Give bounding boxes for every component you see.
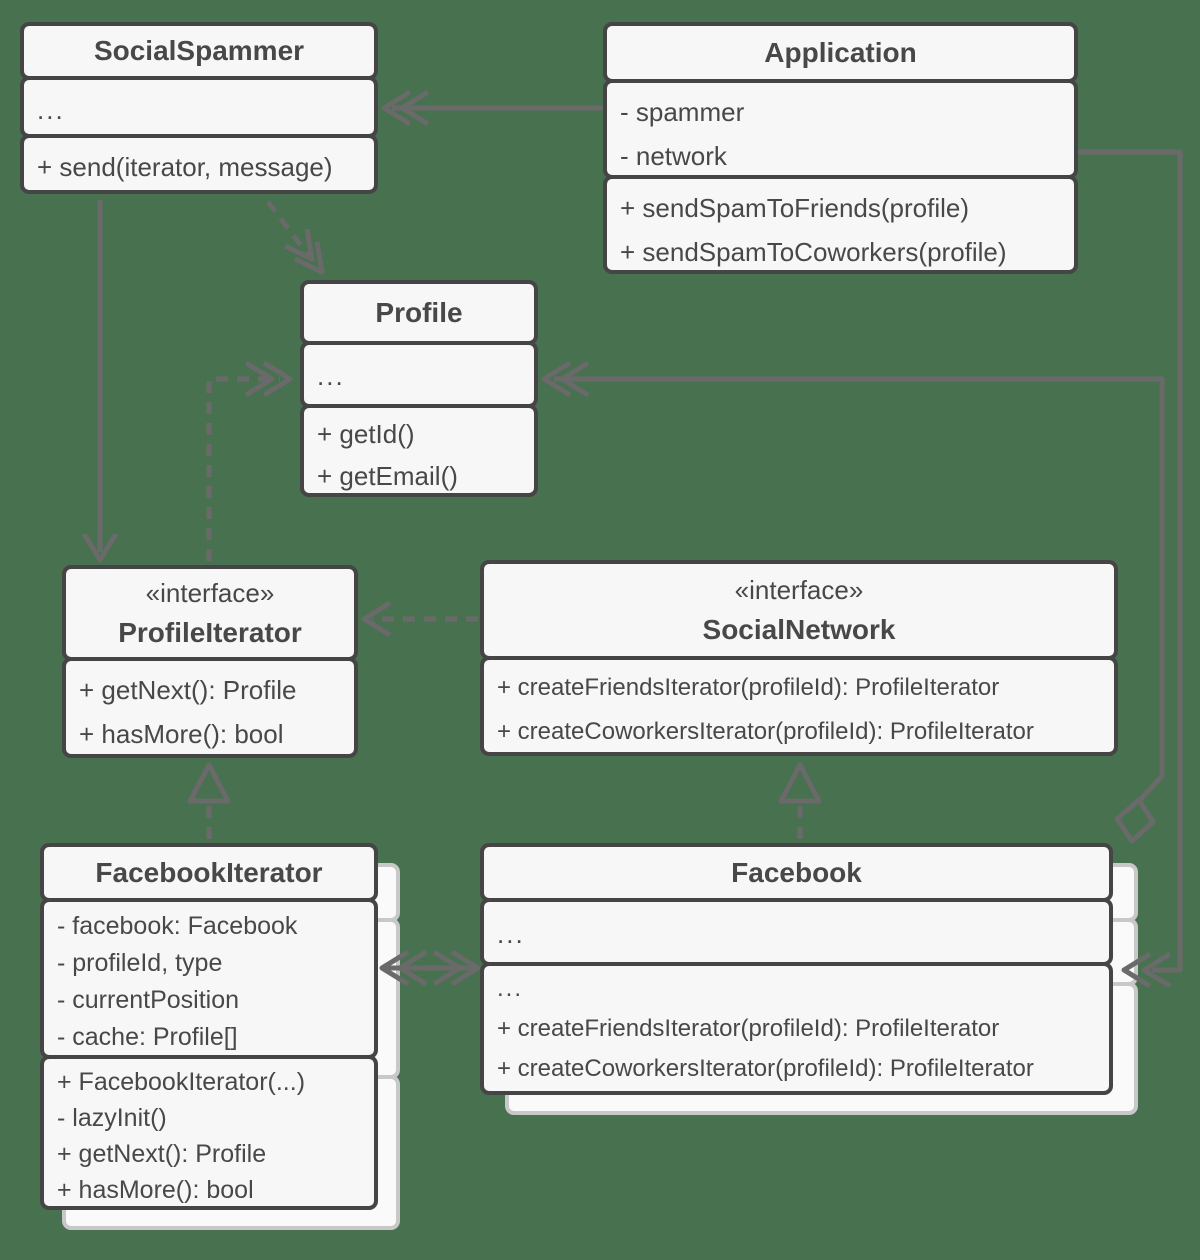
class-attributes-section [300, 341, 538, 408]
class-box-socialspammer [20, 22, 378, 194]
class-title [480, 843, 1113, 902]
class-title-text: Application [764, 36, 917, 68]
association-application-to-socialspammer [384, 92, 603, 124]
method-line: + createFriendsIterator(profileId): ProfileIterator [497, 1015, 1000, 1042]
method-line: + hasMore(): bool [79, 719, 284, 749]
class-methods-section [62, 657, 358, 758]
class-title [300, 280, 538, 345]
class-title [603, 22, 1078, 83]
aggregation-diamond-icon [1117, 800, 1153, 841]
interface-header [480, 560, 1118, 660]
class-box-facebook [480, 843, 1113, 1095]
interface-stereotype: «interface» [734, 575, 864, 605]
class-box-application [603, 22, 1078, 274]
class-attributes-section [20, 76, 378, 138]
method-line: ... [497, 975, 524, 1002]
realization-triangle-icon [781, 765, 819, 801]
attribute-line: ... [317, 361, 345, 391]
method-line: + sendSpamToFriends(profile) [620, 193, 969, 223]
realization-triangle-icon [190, 765, 228, 801]
method-line: + sendSpamToCoworkers(profile) [620, 237, 1007, 267]
method-line: + getEmail() [317, 461, 458, 491]
method-line: + hasMore(): bool [57, 1176, 254, 1204]
method-line: - lazyInit() [57, 1104, 167, 1132]
attribute-line: - network [620, 141, 727, 171]
class-title-text: Profile [375, 296, 463, 328]
attribute-line: - spammer [620, 97, 745, 127]
realization-facebook-to-socialnetwork [781, 765, 819, 841]
realization-facebookiterator-to-profileiterator [190, 765, 228, 841]
class-title-text: SocialSpammer [93, 35, 305, 66]
interface-box-profileiterator [62, 565, 358, 758]
dependency-socialnetwork-to-profileiterator [364, 603, 478, 635]
interface-box-socialnetwork [480, 560, 1118, 756]
attribute-line: - currentPosition [57, 986, 240, 1014]
interface-title-text: ProfileIterator [118, 617, 302, 648]
method-line: + getId() [317, 419, 415, 449]
class-box-facebookiterator [40, 843, 378, 1210]
dependency-profileiterator-to-profile [209, 363, 290, 561]
class-methods-section [20, 134, 378, 194]
dependency-socialspammer-to-profile [268, 202, 322, 272]
class-attributes-section [40, 898, 378, 1059]
method-line: + getNext(): Profile [57, 1140, 267, 1168]
attribute-line: - facebook: Facebook [57, 912, 298, 940]
interface-title-text: SocialNetwork [702, 614, 896, 645]
attribute-line: - profileId, type [57, 949, 223, 977]
class-title-text: FacebookIterator [95, 856, 323, 888]
class-methods-section [480, 962, 1113, 1095]
class-title [40, 843, 378, 902]
method-line: + send(iterator, message) [37, 152, 333, 182]
method-line: + FacebookIterator(...) [57, 1068, 306, 1096]
attribute-line: - cache: Profile[] [57, 1023, 238, 1051]
class-title [20, 22, 378, 80]
class-title-text: Facebook [731, 856, 862, 888]
method-line: + createCoworkersIterator(profileId): ProfileIterator [497, 1055, 1034, 1082]
class-methods-section [603, 175, 1078, 274]
class-box-profile [300, 280, 538, 497]
class-attributes-section [480, 898, 1113, 966]
method-line: + createCoworkersIterator(profileId): ProfileIterator [497, 718, 1034, 745]
association-socialspammer-to-profileiterator [84, 200, 116, 560]
method-line: + getNext(): Profile [79, 675, 297, 705]
interface-stereotype: «interface» [145, 578, 275, 608]
method-line: + createFriendsIterator(profileId): ProfileIterator [497, 674, 1000, 701]
interface-header [62, 565, 358, 661]
class-methods-section [480, 656, 1118, 756]
attribute-line: ... [37, 95, 65, 125]
attribute-line: ... [497, 919, 525, 949]
class-attributes-section [603, 79, 1078, 179]
class-methods-section [300, 404, 538, 497]
class-methods-section [40, 1055, 378, 1210]
